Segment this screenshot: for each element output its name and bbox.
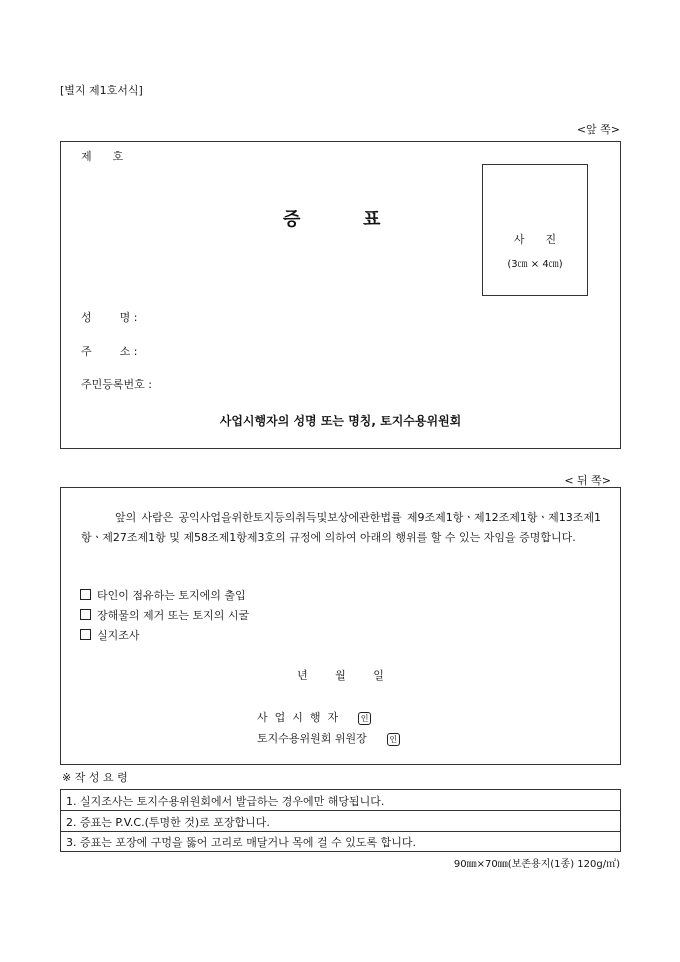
date-line: 년 월 일	[297, 669, 384, 682]
front-side-label: <앞 쪽>	[576, 123, 620, 136]
instructions-box	[60, 789, 621, 852]
checklist-item	[80, 586, 249, 606]
photo-box	[482, 164, 588, 296]
issuer-line: 사업시행자의 성명 또는 명칭, 토지수용위원회	[219, 414, 462, 428]
activity-checklist	[80, 586, 249, 646]
form-label: [별지 제1호서식]	[60, 84, 143, 97]
back-card	[60, 487, 621, 765]
front-card	[60, 141, 621, 449]
name-field-label: 성 명 :	[81, 311, 138, 324]
address-field-label: 주 소 :	[81, 345, 138, 358]
instruction-item: 3. 증표는 포장에 구멍을 뚫어 고리로 매달거나 목에 걸 수 있도록 합니다.	[66, 836, 416, 849]
card-number-label: 제 호	[81, 150, 124, 163]
certification-text: 앞의 사람은 공익사업을위한토지등의취득및보상에관한법률 제9조제1항ㆍ제12조제1항ㆍ제13조제1항ㆍ제27조제1항 및 제58조제1항제3호의 규정에 의하여 아래의 행위를 할 수 있는 자임을 증명합니다.	[81, 511, 601, 544]
signer-label: 토지수용위원회 위원장	[257, 732, 367, 745]
checkbox-icon	[80, 629, 91, 640]
seal-icon: 인	[387, 733, 400, 746]
photo-size: (3㎝ × 4㎝)	[507, 259, 563, 270]
divider	[61, 810, 620, 811]
signer-business-operator	[257, 709, 371, 725]
checklist-item	[80, 606, 249, 626]
signer-committee-chair	[257, 730, 400, 746]
card-title: 증 표	[283, 209, 381, 230]
instruction-item: 1. 실지조사는 토지수용위원회에서 발급하는 경우에만 해당됩니다.	[66, 795, 385, 808]
checkbox-icon	[80, 589, 91, 600]
checklist-item-label: 실지조사	[97, 629, 140, 642]
photo-label: 사 진	[513, 233, 557, 246]
instruction-item: 2. 증표는 P.V.C.(투명한 것)로 포장합니다.	[66, 816, 270, 829]
paper-spec: 90㎜×70㎜(보존용지(1종) 120g/㎡)	[453, 859, 620, 870]
instructions-title: ※ 작 성 요 령	[62, 771, 128, 784]
checklist-item	[80, 626, 249, 646]
resident-number-field-label: 주민등록번호 :	[81, 378, 152, 391]
signer-label: 사 업 시 행 자	[257, 711, 339, 724]
seal-icon: 인	[358, 712, 371, 725]
checklist-item-label: 장해물의 제거 또는 토지의 시굴	[97, 609, 250, 622]
back-side-label: < 뒤 쪽>	[564, 474, 611, 487]
checklist-item-label: 타인이 점유하는 토지에의 출입	[97, 589, 246, 602]
checkbox-icon	[80, 609, 91, 620]
divider	[61, 831, 620, 832]
